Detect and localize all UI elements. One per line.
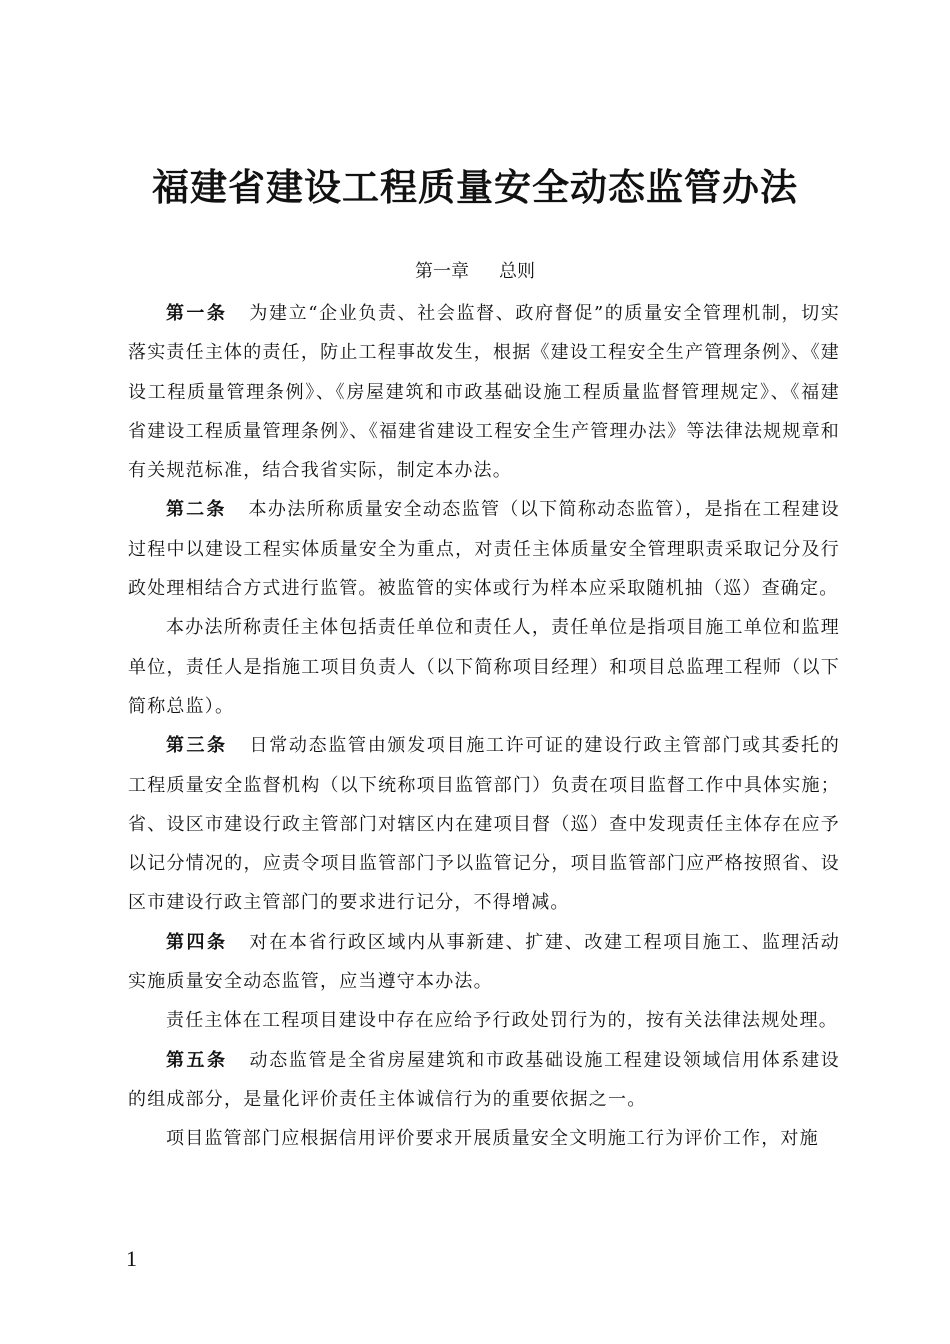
paragraph-text: 对在本省行政区域内从事新建、扩建、改建工程项目施工、监理活动实施质量安全动态监管，应当遵守本办法。 bbox=[128, 931, 840, 993]
document-title: 福建省建设工程质量安全动态监管办法 bbox=[152, 166, 798, 209]
paragraph bbox=[128, 726, 840, 922]
chapter-heading bbox=[0, 258, 950, 286]
paragraph bbox=[128, 1041, 840, 1120]
paragraph bbox=[128, 490, 840, 608]
paragraph-text: 本办法所称责任主体包括责任单位和责任人，责任单位是指项目施工单位和监理单位，责任人是指施工项目负责人（以下简称项目经理）和项目总监理工程师（以下简称总监）。 bbox=[128, 617, 840, 717]
chapter-number: 第一章 bbox=[415, 261, 469, 282]
paragraph bbox=[128, 294, 840, 490]
article-number: 第三条 bbox=[166, 735, 228, 757]
paragraph bbox=[128, 608, 840, 726]
paragraph-text: 为建立“企业负责、社会监督、政府督促”的质量安全管理机制，切实落实责任主体的责任，防止工程事故发生，根据《建设工程安全生产管理条例》、《建设工程质量管理条例》、《房屋建筑和市政基础设施工程质量监督管理规定》、《福建省建设工程质量管理条例》、《福建省建设工程安全生产管理办法》等法律法规规章和有关规范标准，结合我省实际，制定本办法。 bbox=[128, 303, 840, 482]
page-number: 1 bbox=[126, 1246, 137, 1271]
paragraph-text: 动态监管是全省房屋建筑和市政基础设施工程建设领域信用体系建设的组成部分，是量化评价责任主体诚信行为的重要依据之一。 bbox=[128, 1049, 840, 1110]
paragraph bbox=[128, 1119, 840, 1158]
paragraph bbox=[128, 1001, 840, 1040]
paragraph-text: 责任主体在工程项目建设中存在应给予行政处罚行为的，按有关法律法规处理。 bbox=[166, 1010, 838, 1032]
document-body bbox=[128, 294, 840, 1159]
paragraph-text: 日常动态监管由颁发项目施工许可证的建设行政主管部门或其委托的工程质量安全监督机构（以下统称项目监管部门）负责在项目监督工作中具体实施；省、设区市建设行政主管部门对辖区内在建项目督（巡）查中发现责任主体存在应予以记分情况的，应责令项目监管部门予以监管记分，项目监管部门应严格按照省、设区市建设行政主管部门的要求进行记分，不得增减。 bbox=[128, 735, 840, 914]
paragraph-text: 本办法所称质量安全动态监管（以下简称动态监管），是指在工程建设过程中以建设工程实体质量安全为重点，对责任主体质量安全管理职责采取记分及行政处理相结合方式进行监管。被监管的实体或行为样本应采取随机抽（巡）查确定。 bbox=[128, 499, 840, 600]
chapter-name: 总则 bbox=[499, 261, 535, 282]
paragraph-text: 项目监管部门应根据信用评价要求开展质量安全文明施工行为评价工作，对施 bbox=[166, 1128, 819, 1150]
article-number: 第二条 bbox=[166, 499, 227, 521]
paragraph bbox=[128, 923, 840, 1002]
article-number: 第一条 bbox=[166, 303, 228, 324]
article-number: 第五条 bbox=[166, 1049, 228, 1071]
article-number: 第四条 bbox=[166, 931, 228, 953]
